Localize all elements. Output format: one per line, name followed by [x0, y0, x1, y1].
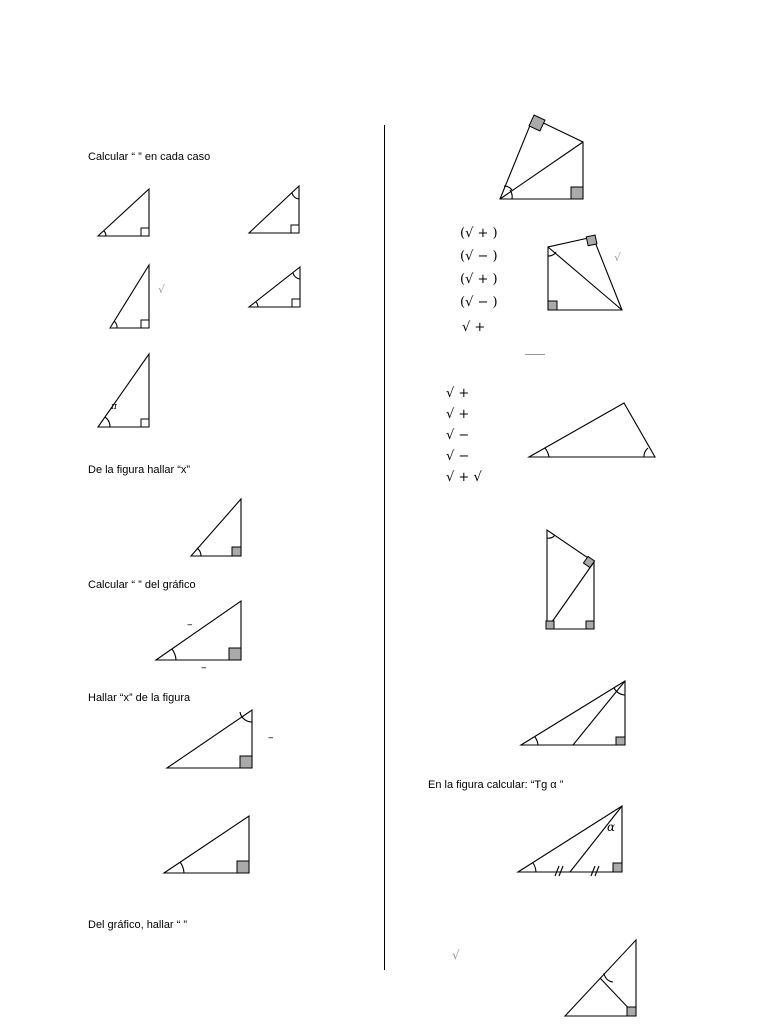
- triangle-figure-4: [249, 267, 300, 307]
- option-item: (√ − ): [460, 295, 498, 310]
- triangle-figure-8: [167, 710, 252, 768]
- option-item: √ + √: [446, 470, 482, 485]
- triangle-figure-5: [98, 354, 149, 427]
- triangle-figure-2: [249, 186, 299, 233]
- triangle-figure-10: [529, 403, 655, 457]
- pi-symbol: π: [111, 402, 117, 412]
- fraction-bar: [525, 354, 545, 355]
- quadrilateral-figure-1: [500, 115, 583, 199]
- heading-calc-each: Calcular “ ” en cada caso: [88, 151, 211, 163]
- dash-label: –: [268, 731, 274, 744]
- option-item: √ −: [446, 428, 470, 443]
- heading-tg-alpha: En la figura calcular: “Tg α ”: [428, 779, 564, 791]
- triangle-figure-3: [110, 265, 149, 328]
- triangle-figure-6: [191, 499, 241, 556]
- option-item: (√ − ): [460, 249, 498, 264]
- sqrt-symbol: √: [158, 283, 166, 296]
- option-item: √ +: [446, 386, 470, 401]
- heading-from-graph: Del gráfico, hallar “ ”: [88, 919, 188, 931]
- option-item: (√ + ): [460, 272, 498, 287]
- triangle-figure-13: [565, 940, 636, 1016]
- option-item: √ +: [446, 407, 470, 422]
- heading-find-x-figure: Hallar “x” de la figura: [88, 692, 191, 704]
- dash-label: –: [201, 661, 207, 674]
- sqrt-symbol: √: [614, 251, 622, 264]
- triangle-figure-11: [521, 681, 625, 745]
- triangle-figure-9: [164, 816, 249, 873]
- triangle-figure-7: [156, 601, 241, 660]
- heading-calc-graph: Calcular “ ” del gráfico: [88, 579, 196, 591]
- dash-label: –: [187, 618, 193, 631]
- sqrt-symbol: √: [452, 948, 460, 962]
- triangle-figure-1: [98, 189, 149, 236]
- alpha-symbol: α: [607, 820, 616, 834]
- option-item: (√ + ): [460, 226, 498, 241]
- triangle-figure-12: [518, 806, 622, 876]
- heading-find-x: De la figura hallar “x”: [88, 464, 191, 476]
- quadrilateral-figure-2: [548, 235, 622, 310]
- option-item: √ −: [446, 449, 470, 464]
- option-item: √ +: [462, 320, 486, 335]
- quadrilateral-figure-3: [546, 530, 595, 629]
